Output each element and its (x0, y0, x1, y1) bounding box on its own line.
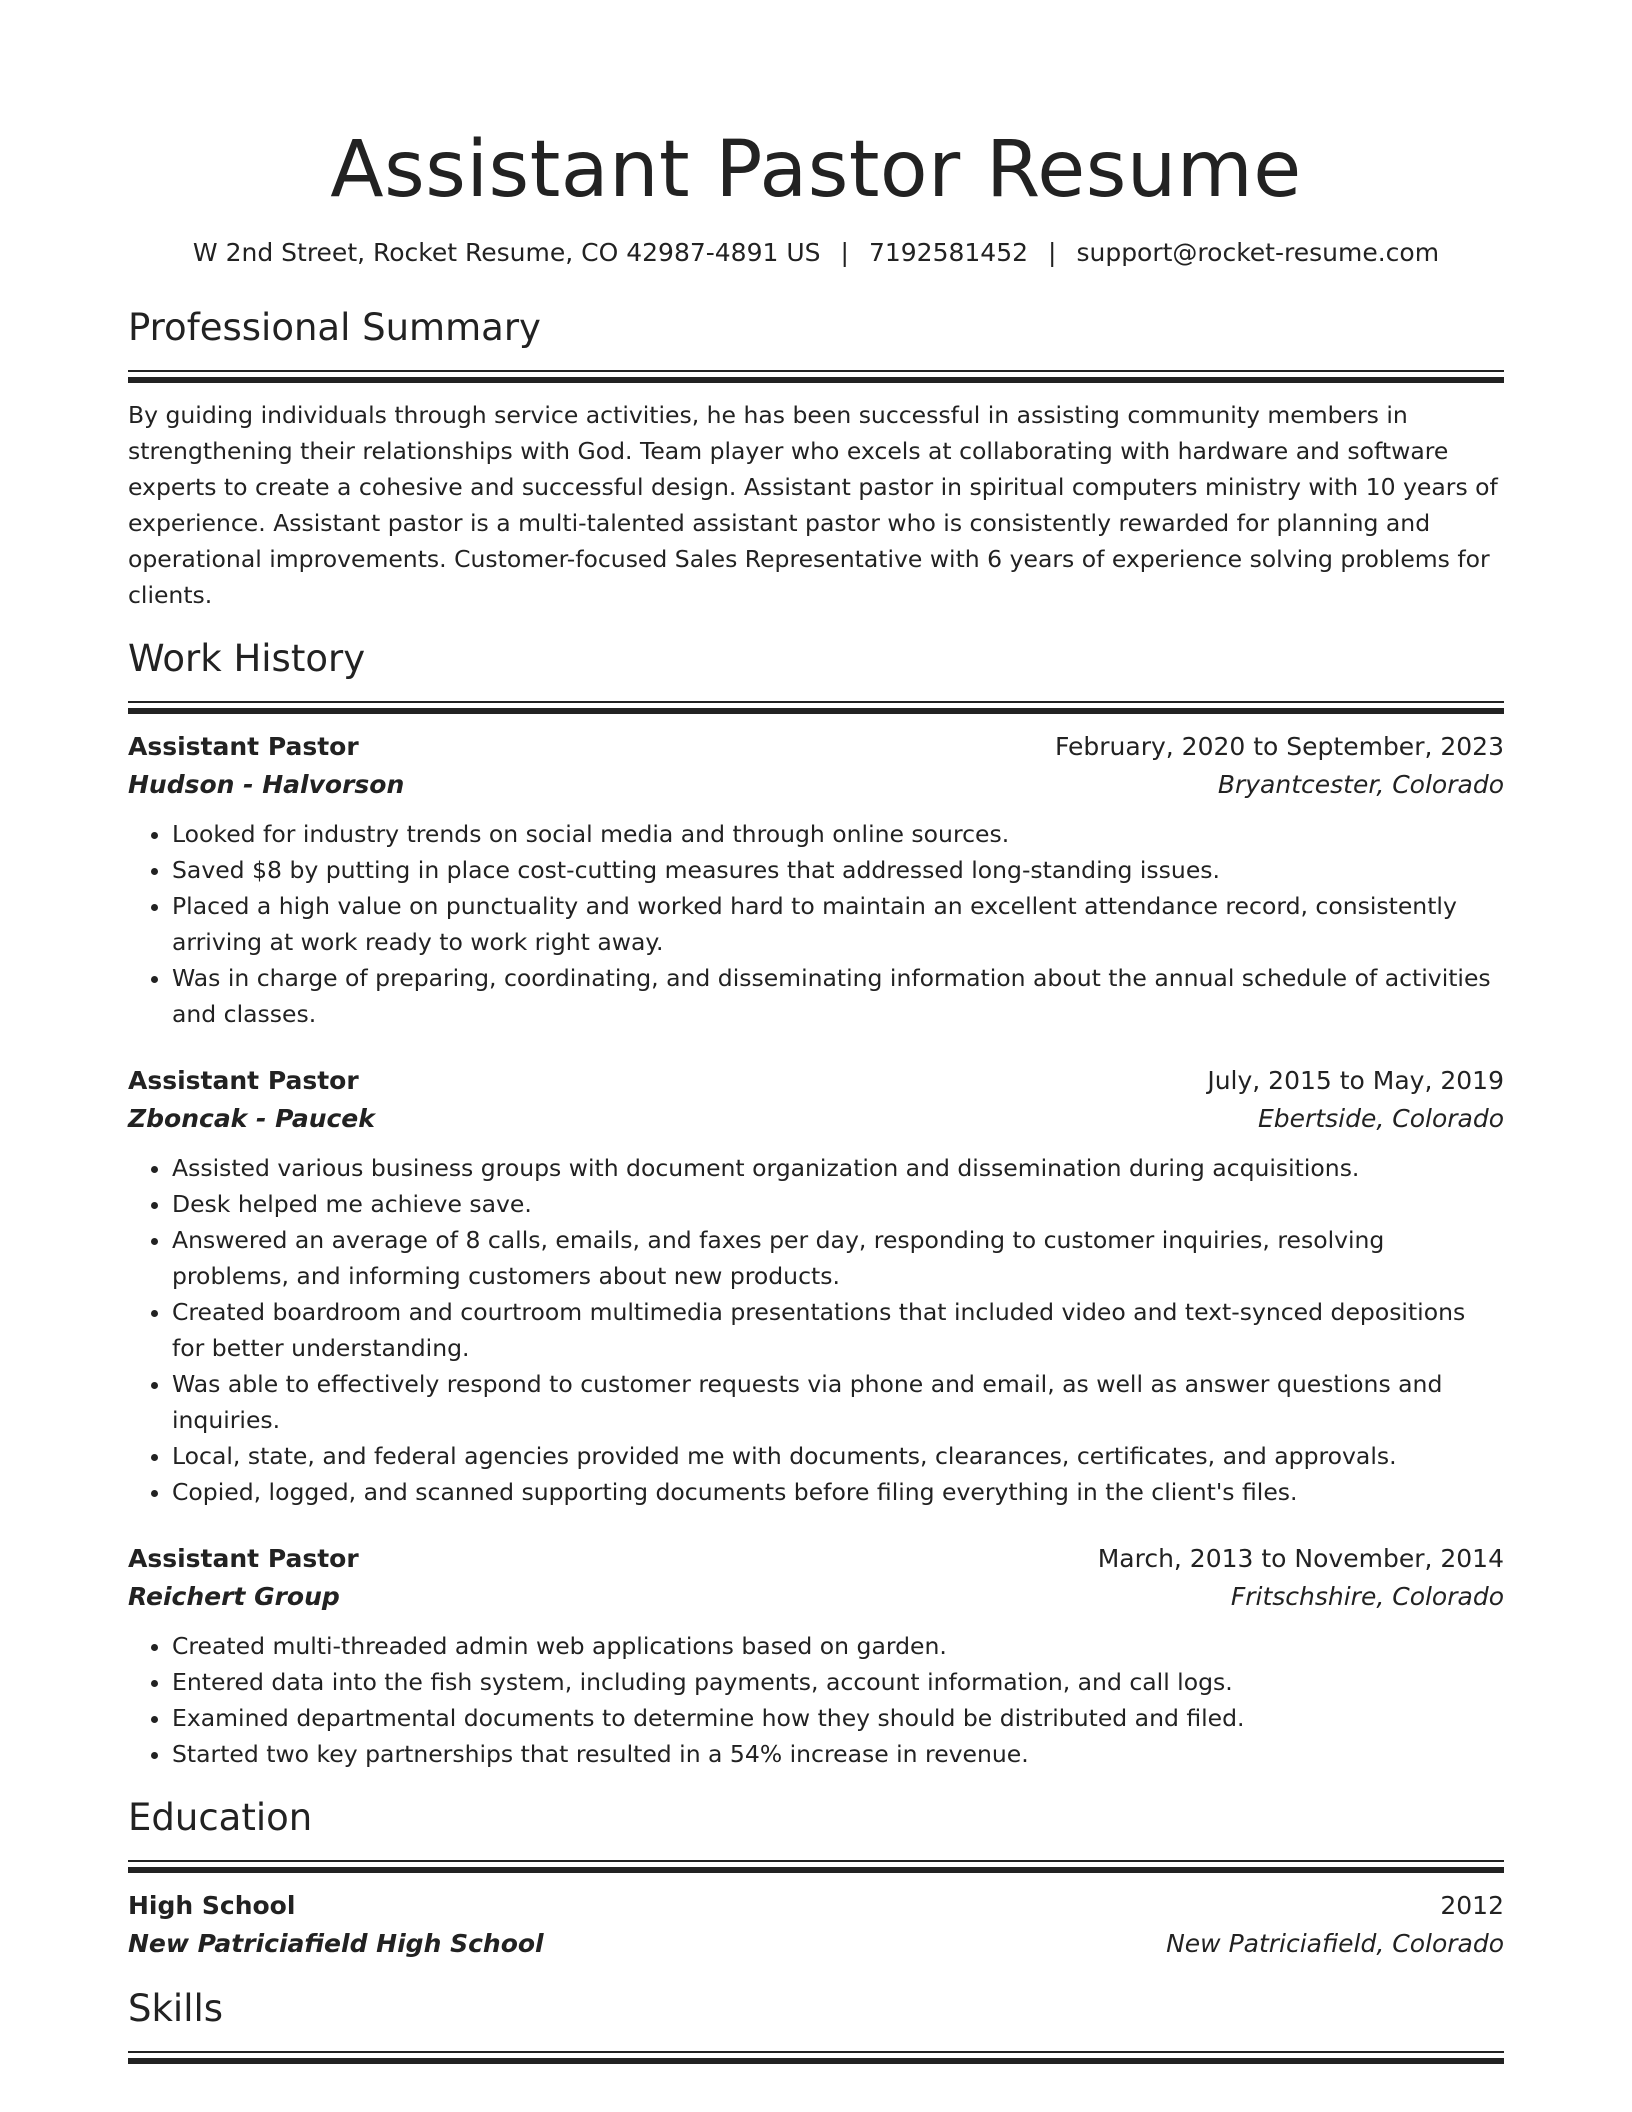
job-bullet: • Assisted various business groups with document organization and dissemination during acquisitions. (172, 1150, 1504, 1186)
education-entry (128, 1887, 1504, 1963)
section-title-work-history: Work History (128, 637, 366, 680)
job-bullet-list (128, 1150, 1504, 1510)
job-company: Zboncak - Paucek (128, 1104, 375, 1133)
job-bullet: • Started two key partnerships that resulted in a 54% increase in revenue. (172, 1736, 1504, 1772)
job-bullet: • Placed a high value on punctuality and worked hard to maintain an excellent attendance record, consistently arriving at work ready to work right away. (172, 888, 1504, 960)
job-bullet: • Answered an average of 8 calls, emails, and faxes per day, responding to customer inquiries, resolving problems, and informing customers about new products. (172, 1222, 1504, 1294)
job-location: Ebertside, Colorado (1258, 1104, 1504, 1133)
job-subheader (128, 766, 1504, 804)
contact-phone: 7192581452 (868, 238, 1029, 267)
education-header (128, 1887, 1504, 1925)
job-title: Assistant Pastor (128, 1066, 359, 1095)
resume-page (128, 0, 1504, 2064)
job-header (128, 1062, 1504, 1100)
job-bullet-list (128, 816, 1504, 1032)
contact-address: W 2nd Street, Rocket Resume, CO 42987-4891 US (192, 238, 821, 267)
summary-section (128, 304, 1504, 613)
job-bullet: • Looked for industry trends on social media and through online sources. (172, 816, 1504, 852)
job-bullet: • Entered data into the fish system, including payments, account information, and call logs. (172, 1664, 1504, 1700)
job-location: Bryantcester, Colorado (1217, 770, 1504, 799)
job-dates: March, 2013 to November, 2014 (1097, 1544, 1504, 1573)
job-bullet: • Saved $8 by putting in place cost-cutting measures that addressed long-standing issues. (172, 852, 1504, 888)
job-bullet: • Created multi-threaded admin web applications based on garden. (172, 1628, 1504, 1664)
job-entry (128, 1062, 1504, 1510)
job-bullet: • Desk helped me achieve save. (172, 1186, 1504, 1222)
skills-section (128, 1985, 1504, 2064)
education-school: New Patriciafield High School (128, 1929, 544, 1958)
job-title: Assistant Pastor (128, 1544, 359, 1573)
job-dates: February, 2020 to September, 2023 (1055, 732, 1504, 761)
job-company: Reichert Group (128, 1582, 340, 1611)
job-dates: July, 2015 to May, 2019 (1207, 1066, 1504, 1095)
job-entry (128, 728, 1504, 1032)
section-title-education: Education (128, 1796, 313, 1839)
section-divider (128, 1860, 1504, 1873)
job-bullet-list (128, 1628, 1504, 1772)
resume-title: Assistant Pastor Resume (330, 125, 1302, 215)
contact-line (128, 236, 1504, 270)
job-title: Assistant Pastor (128, 732, 359, 761)
contact-separator: | (840, 238, 849, 267)
job-header (128, 1540, 1504, 1578)
job-bullet: • Was able to effectively respond to customer requests via phone and email, as well as answer questions and inquiries. (172, 1366, 1504, 1438)
education-section (128, 1794, 1504, 1963)
education-year: 2012 (1440, 1891, 1504, 1920)
section-title-summary: Professional Summary (128, 306, 541, 349)
education-degree: High School (128, 1891, 296, 1920)
contact-email: support@rocket-resume.com (1076, 238, 1440, 267)
job-bullet: • Copied, logged, and scanned supporting documents before filing everything in the client's files. (172, 1474, 1504, 1510)
education-location: New Patriciafield, Colorado (1166, 1929, 1504, 1958)
job-bullet: • Created boardroom and courtroom multimedia presentations that included video and text-synced depositions for better understanding. (172, 1294, 1504, 1366)
section-title-skills: Skills (128, 1987, 224, 2030)
job-subheader (128, 1578, 1504, 1616)
job-header (128, 728, 1504, 766)
job-bullet: • Was in charge of preparing, coordinating, and disseminating information about the annual schedule of activities and classes. (172, 960, 1504, 1032)
contact-separator: | (1048, 238, 1057, 267)
section-divider (128, 2051, 1504, 2064)
job-bullet: • Local, state, and federal agencies provided me with documents, clearances, certificates, and approvals. (172, 1438, 1504, 1474)
job-location: Fritschshire, Colorado (1230, 1582, 1504, 1611)
section-divider (128, 370, 1504, 383)
section-divider (128, 701, 1504, 714)
education-subheader (128, 1925, 1504, 1963)
work-history-section (128, 635, 1504, 1772)
job-subheader (128, 1100, 1504, 1138)
job-entry (128, 1540, 1504, 1772)
summary-text: By guiding individuals through service activities, he has been successful in assisting community members in strengthening their relationships with God. Team player who excels at collaborating with hardware and software experts to create a cohesive and successful design. Assistant pastor in spiritual computers ministry with 10 years of experience. Assistant pastor is a multi-talented assistant pastor who is consistently rewarded for planning and operational improvements. Customer-focused Sales Representative with 6 years of experience solving problems for clients. (128, 401, 1498, 609)
job-company: Hudson - Halvorson (128, 770, 405, 799)
job-bullet: • Examined departmental documents to determine how they should be distributed and filed. (172, 1700, 1504, 1736)
